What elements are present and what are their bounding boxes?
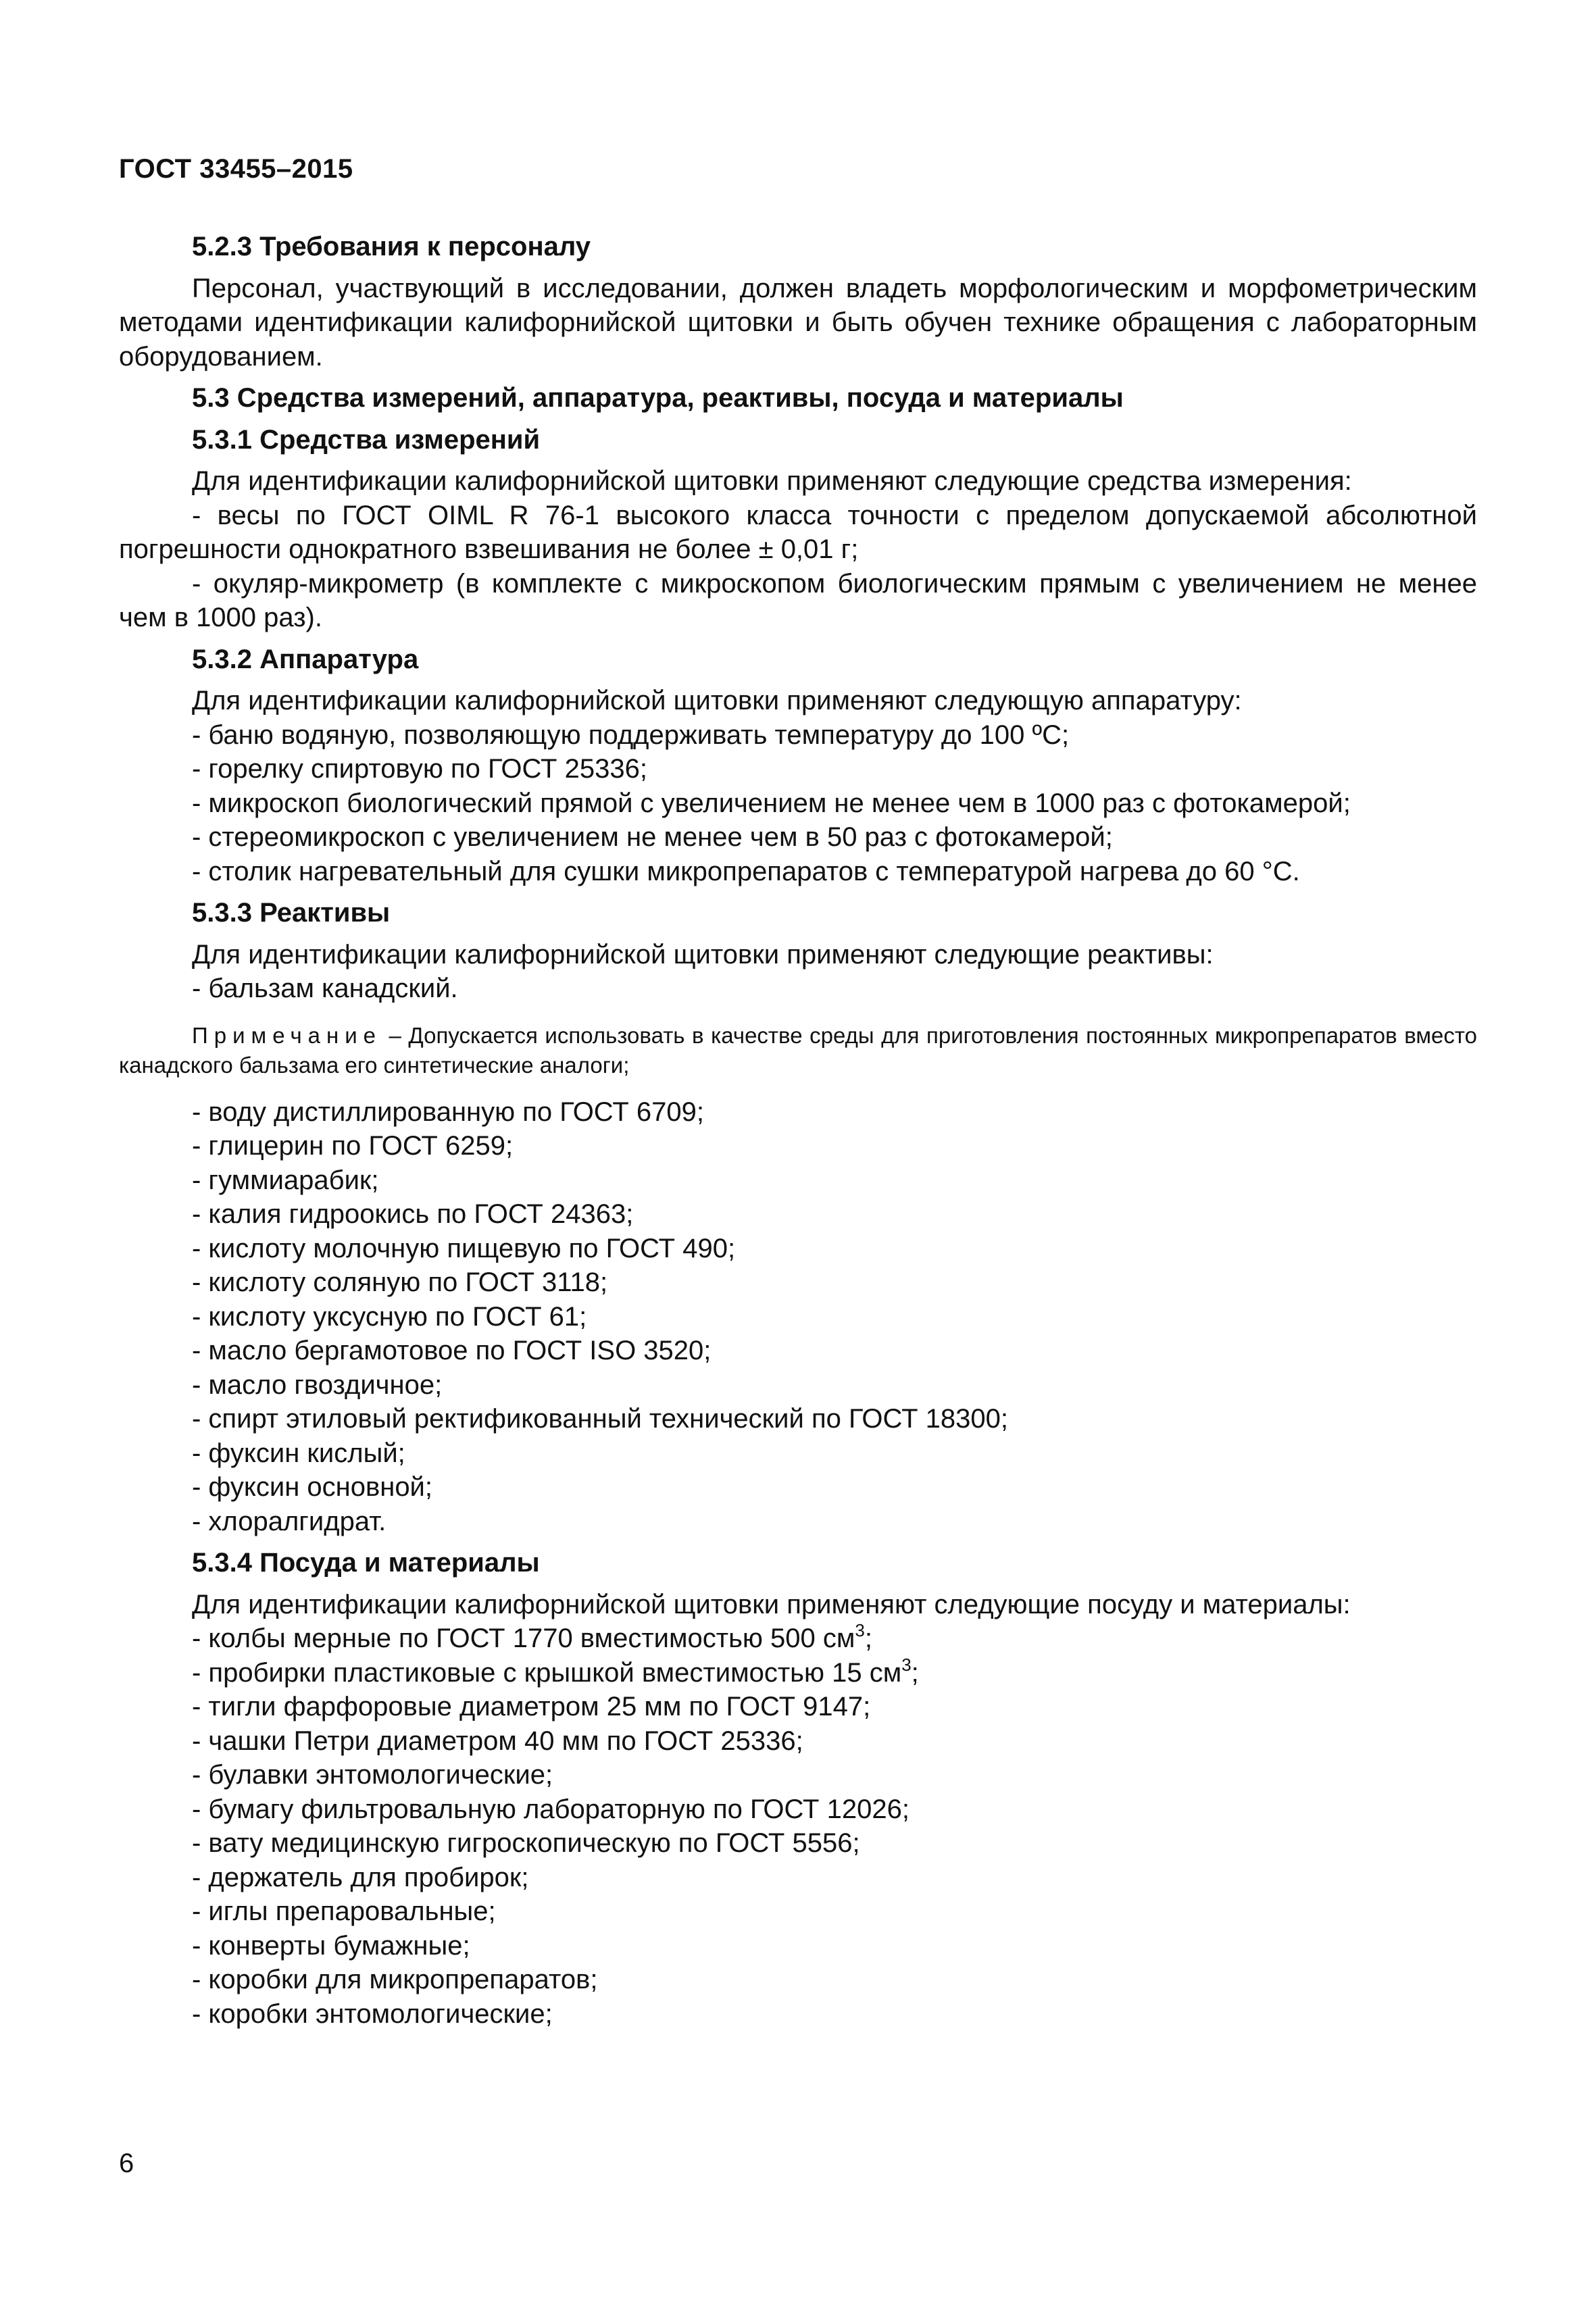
heading-5-3-4: 5.3.4 Посуда и материалы xyxy=(192,1548,540,1578)
heading-5-2-3: 5.2.3 Требования к персоналу xyxy=(192,232,591,261)
document-header: ГОСТ 33455–2015 xyxy=(119,154,353,184)
list-item: - кислоту уксусную по ГОСТ 61; xyxy=(192,1301,587,1332)
list-item xyxy=(119,1621,1477,1656)
list-intro: Для идентификации калифорнийской щитовки применяют следующие реактивы: xyxy=(192,939,1214,970)
list-item: - горелку спиртовую по ГОСТ 25336; xyxy=(192,754,647,784)
heading-5-3-3: 5.3.3 Реактивы xyxy=(192,898,391,928)
list-item: - держатель для пробирок; xyxy=(192,1862,529,1892)
list-item: - тигли фарфоровые диаметром 25 мм по ГОСТ 9147; xyxy=(192,1692,871,1721)
heading-5-3: 5.3 Средства измерений, аппаратура, реактивы, посуда и материалы xyxy=(192,383,1124,413)
list-item: - иглы препаровальные; xyxy=(192,1896,496,1926)
list-item: - коробки для микропрепаратов; xyxy=(192,1965,598,1994)
list-item: - масло гвоздичное; xyxy=(192,1369,443,1400)
page-content xyxy=(119,230,1477,2038)
list-item xyxy=(119,1656,1477,1690)
list-intro: Для идентификации калифорнийской щитовки применяют следующие средства измерения: xyxy=(192,466,1352,496)
list-item: - баню водяную, позволяющую поддерживать температуру до 100 ºС; xyxy=(192,720,1070,750)
list-item: - вату медицинскую гигроскопическую по ГОСТ 5556; xyxy=(192,1828,860,1858)
list-item: - окуляр-микрометр (в комплекте с микроскопом биологическим прямым с увеличением не менее чем в 1000 раз). xyxy=(119,568,1477,632)
page-number: 6 xyxy=(119,2148,134,2178)
list-item: - бумагу фильтровальную лабораторную по ГОСТ 12026; xyxy=(192,1794,909,1824)
list-item: - стереомикроскоп с увеличением не менее чем в 50 раз с фотокамерой; xyxy=(192,822,1113,852)
superscript: 3 xyxy=(901,1654,912,1675)
list-equipment xyxy=(119,684,1477,888)
list-reagents xyxy=(119,938,1477,1539)
list-item: - хлоралгидрат. xyxy=(192,1506,386,1536)
list-item: - бальзам канадский. xyxy=(192,974,458,1003)
list-item: - конверты бумажные; xyxy=(192,1930,470,1961)
list-item: - калия гидроокись по ГОСТ 24363; xyxy=(192,1199,634,1229)
list-item: - столик нагревательный для сушки микропрепаратов с температурой нагрева до 60 °С. xyxy=(192,856,1300,886)
list-item: - гуммиарабик; xyxy=(192,1165,379,1195)
note xyxy=(119,1021,1477,1080)
list-measuring-tools xyxy=(119,464,1477,635)
list-item: - микроскоп биологический прямой с увеличением не менее чем в 1000 раз с фотокамерой; xyxy=(192,788,1351,818)
paragraph-personnel: Персонал, участвующий в исследовании, должен владеть морфологическим и морфометрическим методами идентификации калифорнийской щитовки и быть обучен технике обращения с лабораторным оборудованием. xyxy=(119,273,1477,372)
list-glassware xyxy=(119,1588,1477,2032)
heading-5-3-1: 5.3.1 Средства измерений xyxy=(192,424,541,455)
list-item: - спирт этиловый ректификованный технический по ГОСТ 18300; xyxy=(192,1404,1008,1434)
note-label: Примечание xyxy=(192,1022,382,1048)
list-item: - кислоту соляную по ГОСТ 3118; xyxy=(192,1267,608,1297)
list-item: - воду дистиллированную по ГОСТ 6709; xyxy=(192,1097,705,1127)
list-intro: Для идентификации калифорнийской щитовки применяют следующую аппаратуру: xyxy=(192,686,1242,715)
list-item: - глицерин по ГОСТ 6259; xyxy=(192,1131,514,1161)
item-text: - колбы мерные по ГОСТ 1770 вместимостью 500 см xyxy=(192,1624,855,1653)
superscript: 3 xyxy=(855,1620,865,1640)
list-item: - коробки энтомологические; xyxy=(192,1998,553,2029)
item-text: - пробирки пластиковые с крышкой вместимостью 15 см xyxy=(192,1657,902,1688)
item-end: ; xyxy=(911,1657,919,1688)
list-item: - фуксин основной; xyxy=(192,1472,433,1502)
list-item: - булавки энтомологические; xyxy=(192,1760,553,1790)
list-item: - весы по ГОСТ OIML R 76-1 высокого класса точности с пределом допускаемой абсолютной погрешности однократного взвешивания не более ± 0,01 г; xyxy=(119,500,1477,564)
list-intro: Для идентификации калифорнийской щитовки применяют следующие посуду и материалы: xyxy=(192,1589,1351,1619)
list-item: - фуксин кислый; xyxy=(192,1438,405,1468)
list-item: - кислоту молочную пищевую по ГОСТ 490; xyxy=(192,1233,736,1263)
list-item: - чашки Петри диаметром 40 мм по ГОСТ 25336; xyxy=(192,1726,803,1756)
item-end: ; xyxy=(864,1624,872,1653)
note-text: – Допускается использовать в качестве среды для приготовления постоянных микропрепаратов вместо канадского бальзама его синтетические аналоги; xyxy=(119,1022,1477,1078)
heading-5-3-2: 5.3.2 Аппаратура xyxy=(192,644,419,674)
list-item: - масло бергамотовое по ГОСТ ISO 3520; xyxy=(192,1336,712,1365)
